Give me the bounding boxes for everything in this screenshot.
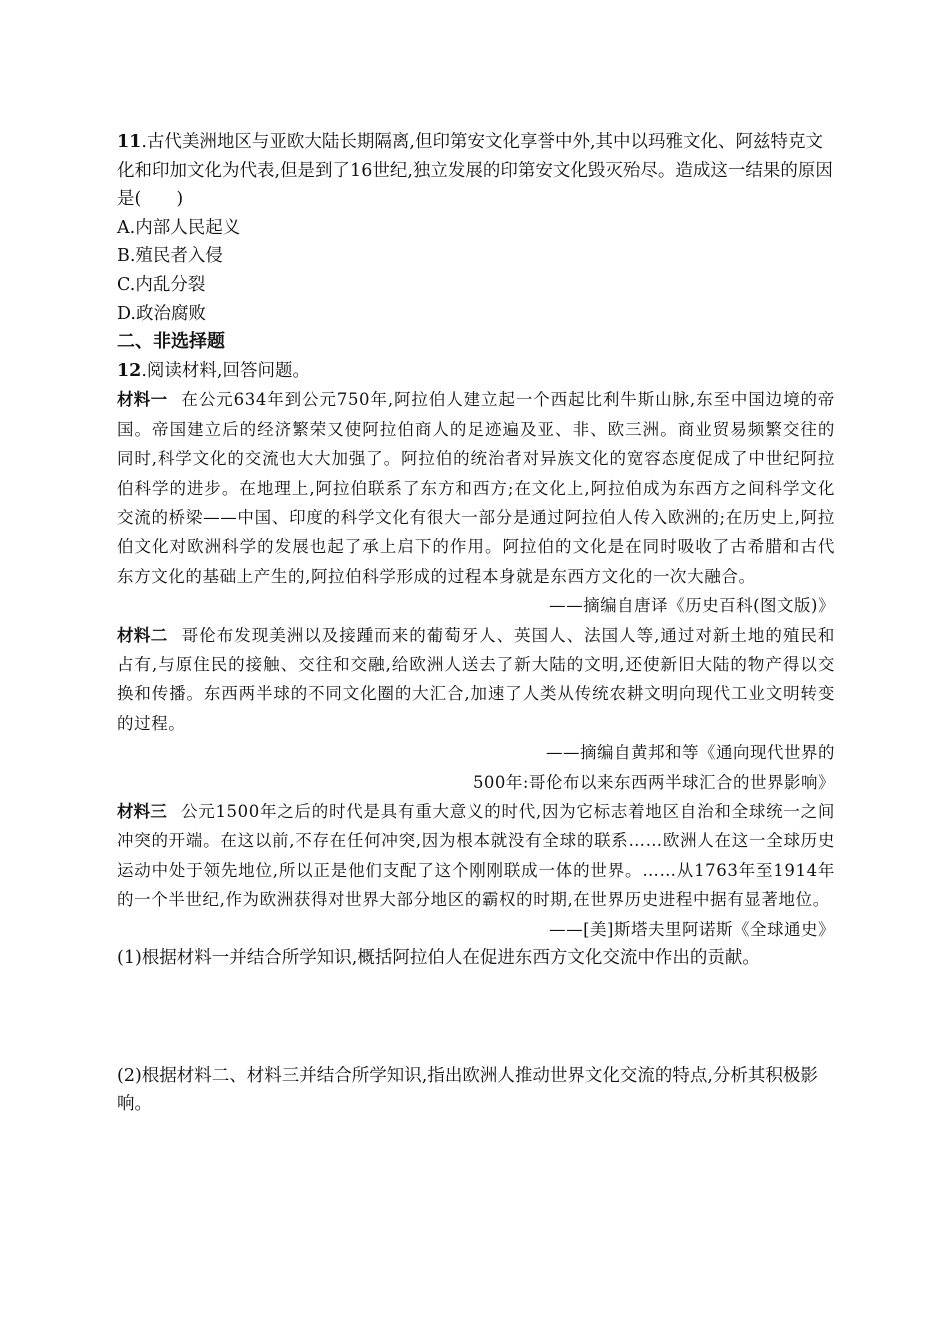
sub-question-1: (1)根据材料一并结合所学知识,概括阿拉伯人在促进东西方文化交流中作出的贡献。 (117, 948, 760, 969)
material-3-label: 材料三 (117, 802, 167, 822)
section-title: 二、非选择题 (117, 331, 225, 353)
question-11-number: 11 (117, 132, 142, 152)
material-3-text: 公元1500年之后的时代是具有重大意义的时代,因为它标志着地区自治和全球统一之间冲突的开端。在这以前,不存在任何冲突,因为根本就没有全球的联系……欧洲人在这一全球历史运动中处于领先地位,所以正是他们支配了这个刚刚联成一体的世界。……从1763年至1914年的一个半世纪,作为欧洲获得对世界大部分地区的霸权的时期,在世界历史进程中据有显著地位。 (117, 802, 835, 910)
material-1-source: ——摘编自唐译《历史百科(图文版)》 (549, 596, 835, 616)
question-11-stem: .古代美洲地区与亚欧大陆长期隔离,但印第安文化享誉中外,其中以玛雅文化、阿兹特克文化和印加文化为代表,但是到了16世纪,独立发展的印第安文化毁灭殆尽。造成这一结果的原因是( ) (117, 132, 833, 210)
sub-question-2: (2)根据材料二、材料三并结合所学知识,指出欧洲人推动世界文化交流的特点,分析其积极影响。 (117, 1065, 818, 1115)
material-3 (117, 797, 835, 915)
question-12-number: 12 (117, 360, 142, 381)
material-1-text: 在公元634年到公元750年,阿拉伯人建立起一个西起比利牛斯山脉,东至中国边境的帝国。帝国建立后的经济繁荣又使阿拉伯商人的足迹遍及亚、非、欧三洲。商业贸易频繁交往的同时,科学文化的交流也大大加强了。阿拉伯的统治者对异族文化的宽容态度促成了中世纪阿拉伯科学的进步。在地理上,阿拉伯联系了东方和西方;在文化上,阿拉伯成为东西方之间科学文化交流的桥梁——中国、印度的科学文化有很大一部分是通过阿拉伯人传入欧洲的;在历史上,阿拉伯文化对欧洲科学的发展也起了承上启下的作用。阿拉伯的文化是在同时吸收了古希腊和古代东方文化的基础上产生的,阿拉伯科学形成的过程本身就是东西方文化的一次大融合。 (117, 390, 836, 586)
answer-space-1[interactable] (117, 973, 835, 1062)
worksheet-page (117, 128, 835, 1119)
question-12-stem: .阅读材料,回答问题。 (141, 360, 310, 381)
option-d: D.政治腐败 (117, 303, 206, 324)
material-1-label: 材料一 (117, 390, 168, 410)
material-3-source: ——[美]斯塔夫里阿诺斯《全球通史》 (549, 919, 835, 939)
material-2-label: 材料二 (117, 625, 168, 645)
material-2-source-line-2: 500年:哥伦布以来东西两半球汇合的世界影响》 (472, 772, 835, 792)
material-2-source-line-1: ——摘编自黄邦和等《通向现代世界的 (546, 743, 835, 763)
material-2-text: 哥伦布发现美洲以及接踵而来的葡萄牙人、英国人、法国人等,通过对新土地的殖民和占有,与原住民的接触、交往和交融,给欧洲人送去了新大陆的文明,还使新旧大陆的物产得以交换和传播。东西两半球的不同文化圈的大汇合,加速了人类从传统农耕文明向现代工业文明转变的过程。 (117, 625, 836, 733)
option-a: A.内部人民起义 (117, 217, 241, 238)
question-11 (117, 128, 835, 214)
question-12 (117, 357, 835, 386)
material-1 (117, 385, 835, 591)
material-2 (117, 621, 835, 739)
option-b: B.殖民者入侵 (117, 246, 223, 267)
option-c: C.内乱分裂 (117, 274, 206, 295)
